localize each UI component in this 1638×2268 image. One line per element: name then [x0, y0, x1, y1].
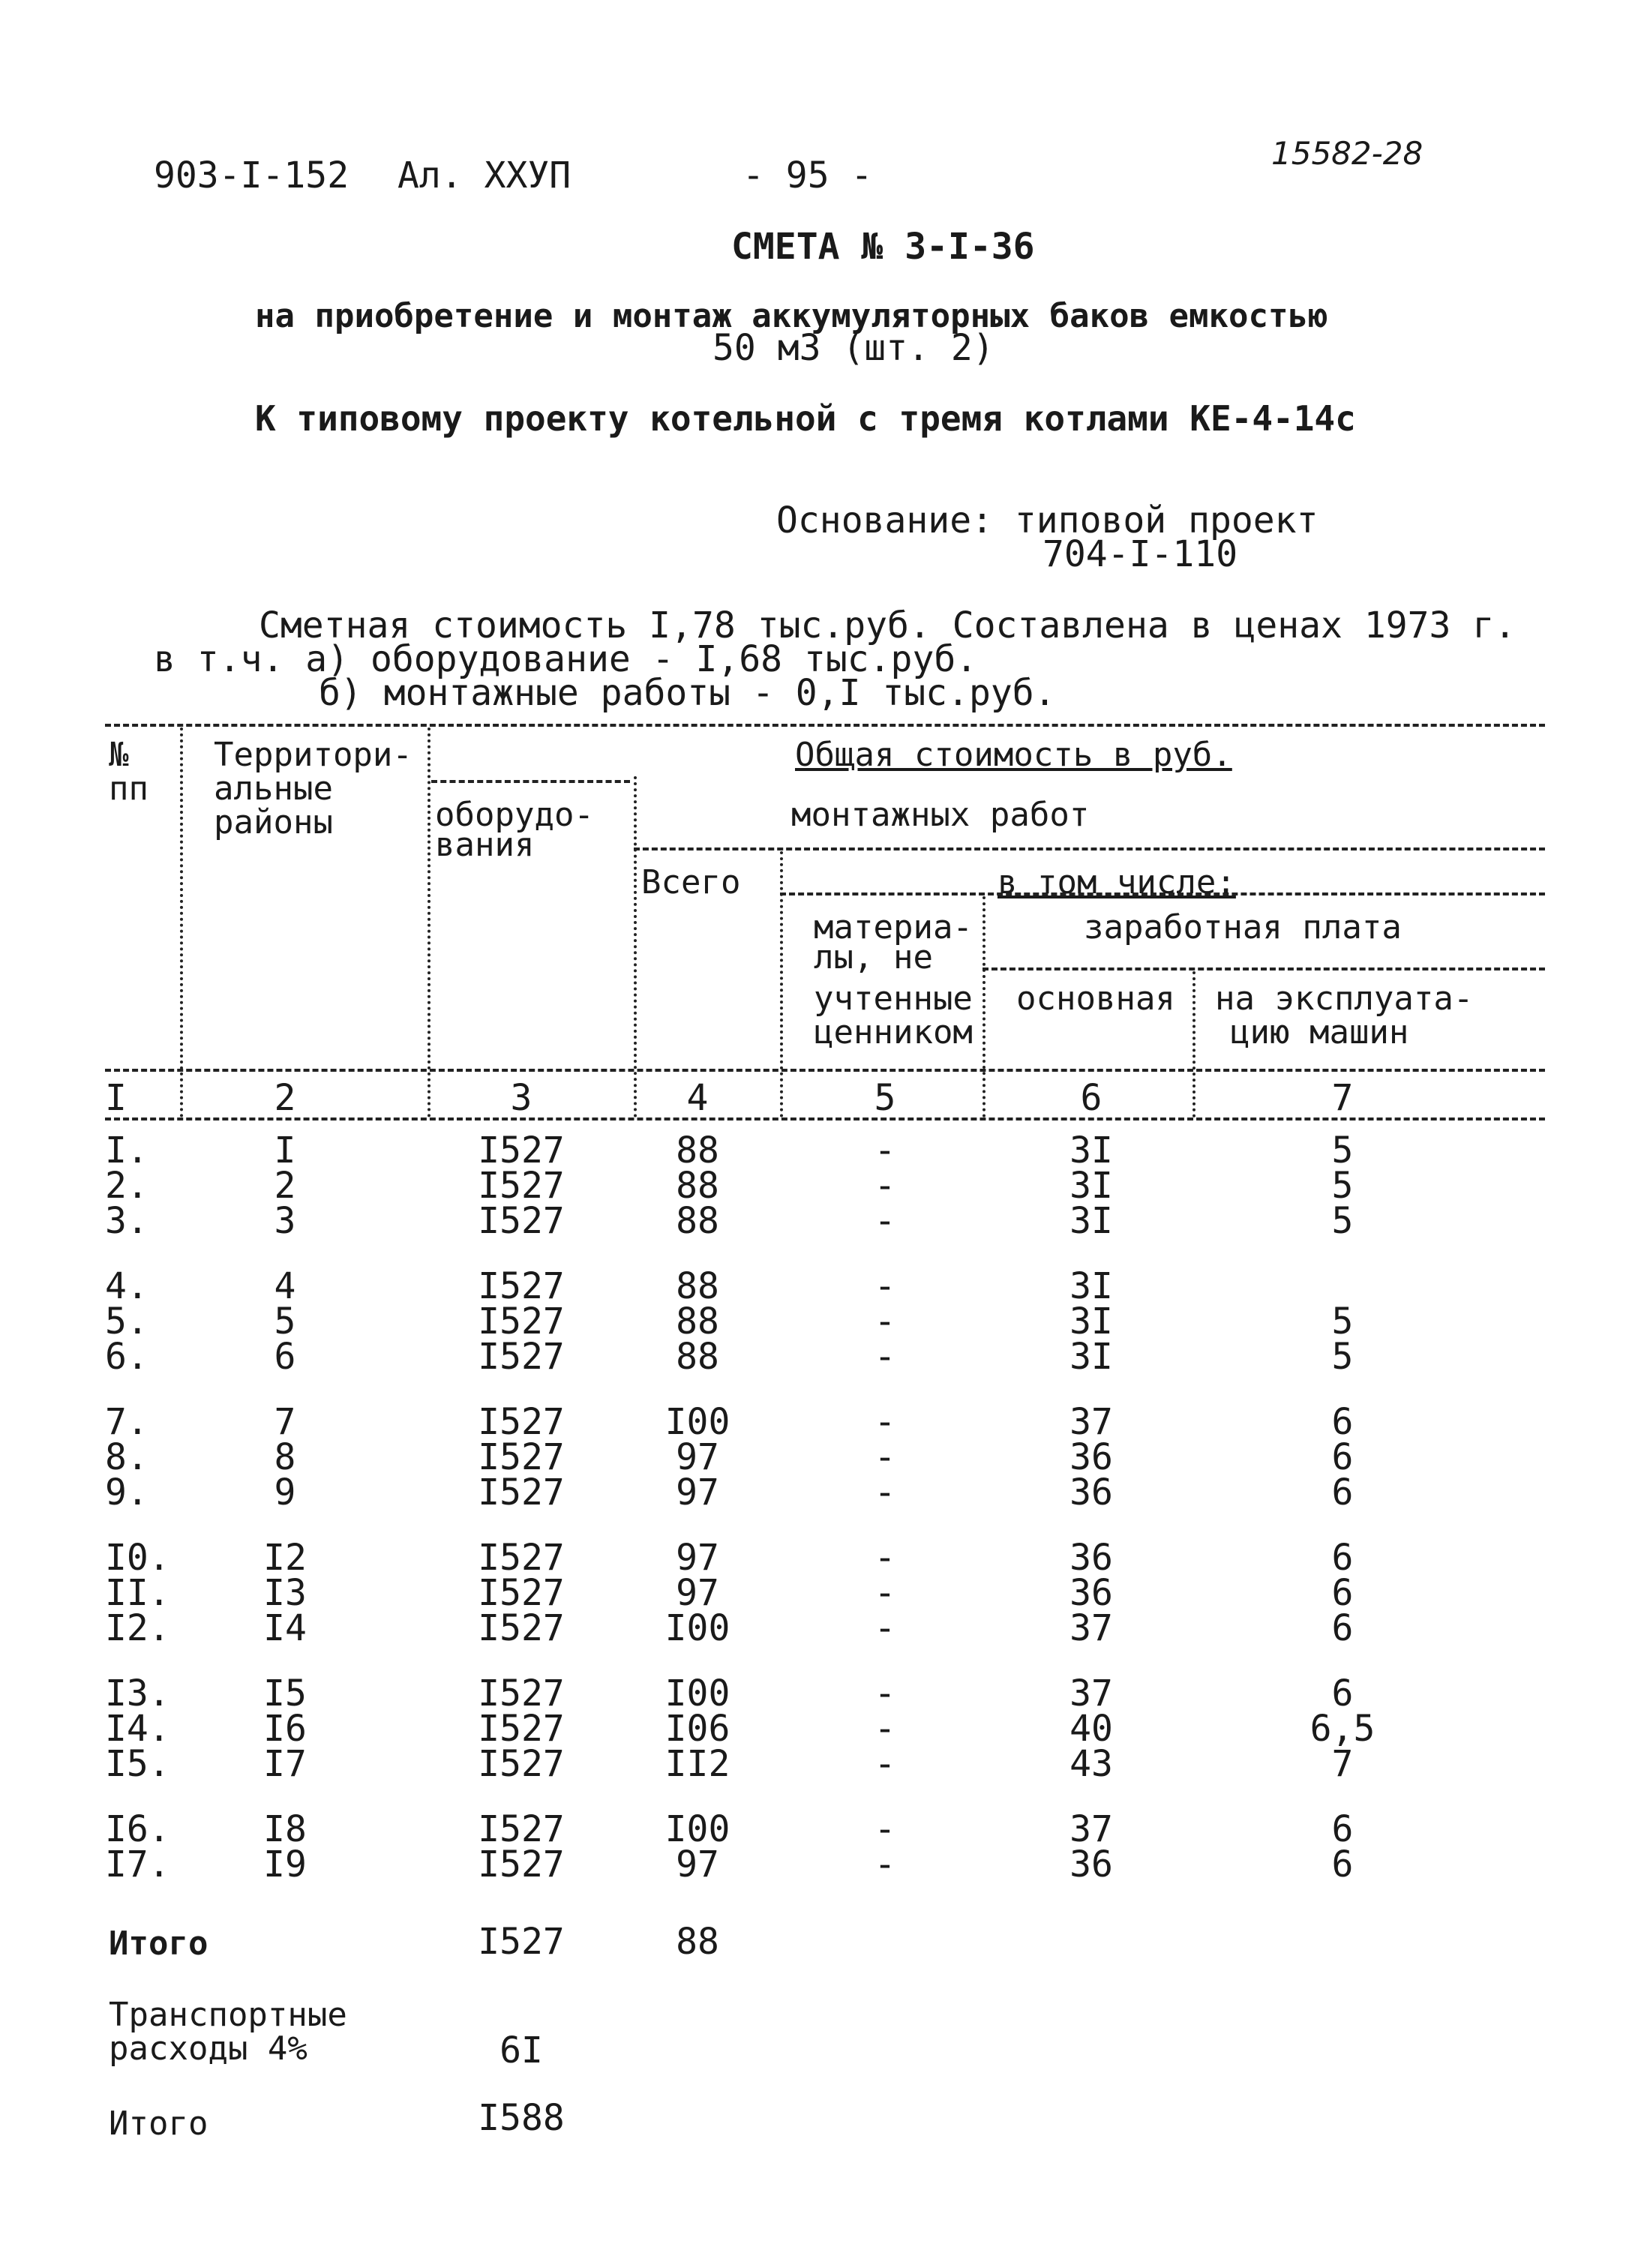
row-machine-wage: 6: [1331, 1436, 1354, 1478]
header-num-sign: №: [109, 736, 129, 774]
row-number: I2.: [105, 1607, 170, 1649]
row-equipment: I527: [478, 1572, 565, 1614]
row-equipment: I527: [478, 1607, 565, 1649]
row-equipment: I527: [478, 1808, 565, 1850]
row-region: I3: [263, 1572, 307, 1614]
row-machine-wage: 6: [1331, 1472, 1354, 1514]
transport-value: 6I: [500, 2030, 543, 2072]
row-number: 4.: [105, 1265, 148, 1307]
summary-line-3: б) монтажные работы - 0,I тыс.руб.: [319, 672, 1056, 714]
page-title: СМЕТА № 3-I-36: [731, 226, 1035, 268]
table-top-rule: [105, 724, 1545, 727]
row-materials: -: [874, 1844, 896, 1886]
row-total: 97: [676, 1572, 719, 1614]
basis-line-1: Основание: типовой проект: [776, 500, 1318, 542]
row-basic-wage: 37: [1070, 1401, 1113, 1443]
row-materials: -: [874, 1472, 896, 1514]
row-basic-wage: 37: [1070, 1808, 1113, 1850]
column-number-3: 3: [510, 1077, 532, 1119]
row-region: I5: [263, 1672, 307, 1714]
itogo-label-1: Итого: [109, 1924, 208, 1963]
row-equipment: I527: [478, 1537, 565, 1579]
column-divider-2: [428, 728, 430, 1118]
header-total-cost: Общая стоимость в руб.: [795, 736, 1232, 774]
header-including: в том числе:: [998, 863, 1236, 902]
row-machine-wage: 6: [1331, 1607, 1354, 1649]
row-region: 7: [274, 1401, 296, 1443]
row-basic-wage: 3I: [1070, 1336, 1113, 1378]
column-number-1: I: [105, 1077, 127, 1119]
header-equipment-1: оборудо-: [435, 796, 594, 834]
row-machine-wage: 6: [1331, 1844, 1354, 1886]
row-number: I.: [105, 1130, 148, 1172]
row-machine-wage: 6: [1331, 1672, 1354, 1714]
row-total: 97: [676, 1472, 719, 1514]
header-materials-4: ценником: [814, 1013, 973, 1052]
row-total: 97: [676, 1436, 719, 1478]
header-basic: основная: [1016, 980, 1175, 1018]
transport-label-1: Транспортные: [109, 1996, 347, 2034]
row-region: I: [274, 1130, 296, 1172]
document-code: 903-I-152: [154, 154, 350, 196]
row-materials: -: [874, 1265, 896, 1307]
row-region: 6: [274, 1336, 296, 1378]
itogo-equipment-2: I588: [478, 2097, 565, 2139]
header-rule-installation: [634, 848, 1545, 850]
row-number: I7.: [105, 1844, 170, 1886]
row-number: 3.: [105, 1200, 148, 1242]
column-divider-1: [180, 728, 183, 1118]
header-machines-1: на эксплуата-: [1215, 980, 1474, 1018]
row-equipment: I527: [478, 1265, 565, 1307]
row-total: I00: [664, 1607, 730, 1649]
row-basic-wage: 43: [1070, 1743, 1113, 1785]
row-machine-wage: 6: [1331, 1401, 1354, 1443]
row-basic-wage: 3I: [1070, 1265, 1113, 1307]
column-number-5: 5: [874, 1077, 896, 1119]
row-equipment: I527: [478, 1743, 565, 1785]
row-equipment: I527: [478, 1336, 565, 1378]
header-num-pp: пп: [109, 770, 148, 808]
row-total: 88: [676, 1336, 719, 1378]
row-basic-wage: 3I: [1070, 1165, 1113, 1207]
column-number-6: 6: [1080, 1077, 1102, 1119]
row-machine-wage: 6: [1331, 1808, 1354, 1850]
row-machine-wage: 6,5: [1310, 1708, 1376, 1750]
row-number: 5.: [105, 1300, 148, 1342]
row-total: 97: [676, 1844, 719, 1886]
row-equipment: I527: [478, 1844, 565, 1886]
basis-line-2: 704-I-110: [1042, 533, 1238, 575]
header-equipment-2: вания: [435, 826, 535, 864]
column-divider-5: [982, 896, 986, 1118]
row-number: I6.: [105, 1808, 170, 1850]
row-total: 88: [676, 1200, 719, 1242]
row-total: II2: [664, 1743, 730, 1785]
row-basic-wage: 40: [1070, 1708, 1113, 1750]
column-divider-3: [634, 776, 637, 1118]
column-number-rule: [105, 1118, 1545, 1120]
column-number-7: 7: [1331, 1077, 1354, 1119]
row-materials: -: [874, 1808, 896, 1850]
row-region: 2: [274, 1165, 296, 1207]
column-number-2: 2: [274, 1077, 296, 1119]
row-region: I6: [263, 1708, 307, 1750]
row-machine-wage: 6: [1331, 1537, 1354, 1579]
row-equipment: I527: [478, 1200, 565, 1242]
row-total: I00: [664, 1401, 730, 1443]
row-total: I06: [664, 1708, 730, 1750]
subject-line-1: на приобретение и монтаж аккумуляторных баков емкостью: [255, 297, 1328, 335]
row-number: I4.: [105, 1708, 170, 1750]
row-number: I5.: [105, 1743, 170, 1785]
row-basic-wage: 36: [1070, 1537, 1113, 1579]
row-materials: -: [874, 1436, 896, 1478]
row-materials: -: [874, 1708, 896, 1750]
row-basic-wage: 3I: [1070, 1200, 1113, 1242]
itogo-total-1: 88: [676, 1921, 719, 1963]
header-installation: монтажных работ: [791, 796, 1090, 834]
row-materials: -: [874, 1165, 896, 1207]
row-materials: -: [874, 1607, 896, 1649]
transport-label-2: расходы 4%: [109, 2030, 308, 2068]
row-number: II.: [105, 1572, 170, 1614]
header-bottom-rule: [105, 1069, 1545, 1072]
row-region: I4: [263, 1607, 307, 1649]
header-region-3: районы: [214, 803, 333, 842]
row-region: I2: [263, 1537, 307, 1579]
row-basic-wage: 36: [1070, 1572, 1113, 1614]
row-materials: -: [874, 1537, 896, 1579]
row-number: I0.: [105, 1537, 170, 1579]
row-machine-wage: 5: [1331, 1336, 1354, 1378]
row-total: I00: [664, 1672, 730, 1714]
row-number: 9.: [105, 1472, 148, 1514]
header-machines-2: цию машин: [1230, 1013, 1409, 1052]
itogo-equipment-1: I527: [478, 1921, 565, 1963]
row-equipment: I527: [478, 1436, 565, 1478]
column-number-4: 4: [686, 1077, 709, 1119]
row-materials: -: [874, 1200, 896, 1242]
row-number: 7.: [105, 1401, 148, 1443]
row-machine-wage: 5: [1331, 1200, 1354, 1242]
summary-line-1: Сметная стоимость I,78 тыс.руб. Составлена в ценах 1973 г.: [259, 604, 1516, 646]
row-total: 97: [676, 1537, 719, 1579]
row-region: 5: [274, 1300, 296, 1342]
row-materials: -: [874, 1401, 896, 1443]
project-line: К типовому проекту котельной с тремя котлами КЕ-4-14с: [255, 398, 1356, 439]
row-equipment: I527: [478, 1300, 565, 1342]
album-number: Ал. XXУП: [398, 154, 572, 196]
row-basic-wage: 3I: [1070, 1130, 1113, 1172]
subject-line-2: 50 м3 (шт. 2): [712, 327, 994, 369]
row-machine-wage: 6: [1331, 1572, 1354, 1614]
row-equipment: I527: [478, 1672, 565, 1714]
row-machine-wage: 5: [1331, 1300, 1354, 1342]
stamp-number: 15582-28: [1271, 135, 1424, 172]
row-equipment: I527: [478, 1708, 565, 1750]
row-machine-wage: 5: [1331, 1130, 1354, 1172]
header-region-2: альные: [214, 770, 333, 808]
itogo-label-2: Итого: [109, 2104, 208, 2143]
row-region: I9: [263, 1844, 307, 1886]
row-total: 88: [676, 1265, 719, 1307]
row-materials: -: [874, 1336, 896, 1378]
row-materials: -: [874, 1572, 896, 1614]
column-divider-4: [780, 851, 783, 1118]
row-equipment: I527: [478, 1130, 565, 1172]
header-materials-3: учтенные: [814, 980, 973, 1018]
header-materials-2: лы, не: [814, 938, 933, 976]
row-number: 6.: [105, 1336, 148, 1378]
row-region: 4: [274, 1265, 296, 1307]
row-region: 8: [274, 1436, 296, 1478]
row-number: I3.: [105, 1672, 170, 1714]
header-region-1: Территори-: [214, 736, 412, 774]
row-equipment: I527: [478, 1165, 565, 1207]
row-basic-wage: 37: [1070, 1607, 1113, 1649]
header-rule-equipment: [431, 780, 630, 783]
row-basic-wage: 3I: [1070, 1300, 1113, 1342]
row-materials: -: [874, 1300, 896, 1342]
summary-line-2: в т.ч. а) оборудование - I,68 тыс.руб.: [154, 638, 978, 680]
row-total: 88: [676, 1300, 719, 1342]
row-total: 88: [676, 1165, 719, 1207]
header-wages: заработная плата: [1084, 908, 1402, 946]
header-materials-1: материа-: [814, 908, 973, 946]
page-number: - 95 -: [742, 154, 873, 196]
row-total: I00: [664, 1808, 730, 1850]
header-rule-wages: [982, 968, 1545, 970]
column-divider-6: [1192, 971, 1196, 1118]
row-basic-wage: 36: [1070, 1472, 1113, 1514]
row-basic-wage: 36: [1070, 1844, 1113, 1886]
row-materials: -: [874, 1743, 896, 1785]
header-total: Всего: [641, 863, 741, 902]
row-number: 2.: [105, 1165, 148, 1207]
row-region: 9: [274, 1472, 296, 1514]
row-number: 8.: [105, 1436, 148, 1478]
row-region: 3: [274, 1200, 296, 1242]
row-machine-wage: 5: [1331, 1165, 1354, 1207]
row-region: I7: [263, 1743, 307, 1785]
row-basic-wage: 36: [1070, 1436, 1113, 1478]
row-machine-wage: 7: [1331, 1743, 1354, 1785]
row-equipment: I527: [478, 1472, 565, 1514]
row-region: I8: [263, 1808, 307, 1850]
row-total: 88: [676, 1130, 719, 1172]
row-materials: -: [874, 1672, 896, 1714]
row-equipment: I527: [478, 1401, 565, 1443]
row-materials: -: [874, 1130, 896, 1172]
row-basic-wage: 37: [1070, 1672, 1113, 1714]
